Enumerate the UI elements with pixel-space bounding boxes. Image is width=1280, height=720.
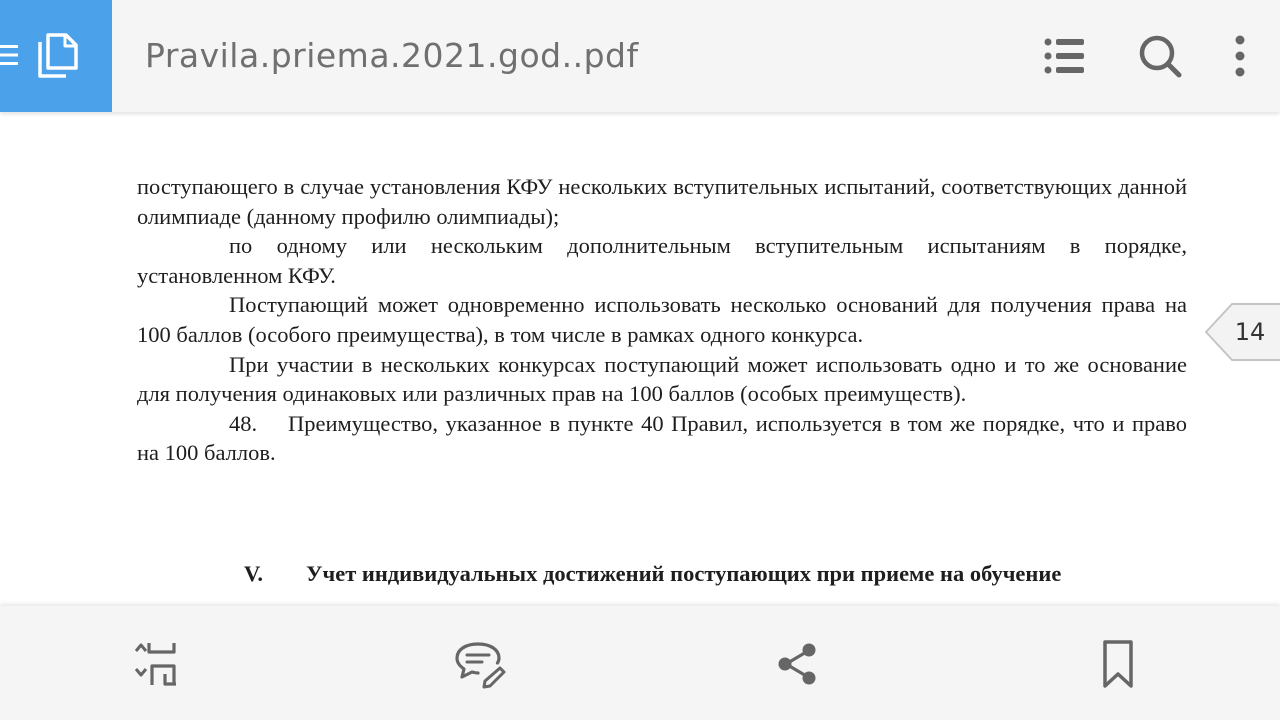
- more-vertical-icon: [1210, 26, 1270, 86]
- paragraph-text: Преимущество, указанное в пункте 40 Правил, используется в том же порядке, что и право на 100 баллов.: [137, 410, 1187, 466]
- section-title: Учет индивидуальных достижений поступающих при приеме на обучение: [306, 561, 1062, 586]
- bottom-bar: [0, 606, 1280, 720]
- paragraph: поступающего в случае установления КФУ нескольких вступительных испытаний, соответствующих данной олимпиаде (данному профилю олимпиады);: [137, 174, 1187, 229]
- search-button[interactable]: [1130, 26, 1190, 86]
- bookmark-button[interactable]: [1090, 636, 1146, 692]
- comment-button[interactable]: [452, 636, 508, 692]
- document-title: Pravila.priema.2021.god..pdf: [145, 36, 639, 75]
- section-heading: [244, 559, 1061, 589]
- bookmark-icon: [1090, 636, 1146, 692]
- paragraph: Поступающий может одновременно использовать несколько оснований для получения права на 100 баллов (особого преимущества), в том числе в рамках одного конкурса.: [137, 292, 1187, 347]
- paragraph-number: 48.: [229, 410, 258, 436]
- numbered-paragraph: [137, 409, 1187, 468]
- share-icon: [770, 636, 826, 692]
- menu-icon[interactable]: [0, 43, 20, 67]
- section-number: V.: [244, 561, 263, 586]
- share-button[interactable]: [770, 636, 826, 692]
- document-text: [137, 172, 1187, 468]
- outline-button[interactable]: [1035, 26, 1095, 86]
- top-bar: [0, 0, 1280, 112]
- more-options-button[interactable]: [1210, 26, 1270, 86]
- nav-block[interactable]: [0, 0, 112, 112]
- reflow-icon: [130, 636, 186, 692]
- page-number: 14: [1234, 318, 1266, 346]
- paragraph: по одному или нескольким дополнительным вступительным испытаниям в порядке, установленном КФУ.: [137, 233, 1187, 288]
- list-icon: [1035, 26, 1095, 86]
- comment-icon: [452, 636, 508, 692]
- page-indicator[interactable]: [1202, 302, 1280, 362]
- document-page[interactable]: [0, 112, 1280, 606]
- document-icon[interactable]: [36, 32, 80, 80]
- paragraph: При участии в нескольких конкурсах поступающий может использовать одно и то же основание для получения одинаковых или различных прав на 100 баллов (особых преимуществ).: [137, 351, 1187, 407]
- search-icon: [1130, 26, 1190, 86]
- reflow-button[interactable]: [130, 636, 186, 692]
